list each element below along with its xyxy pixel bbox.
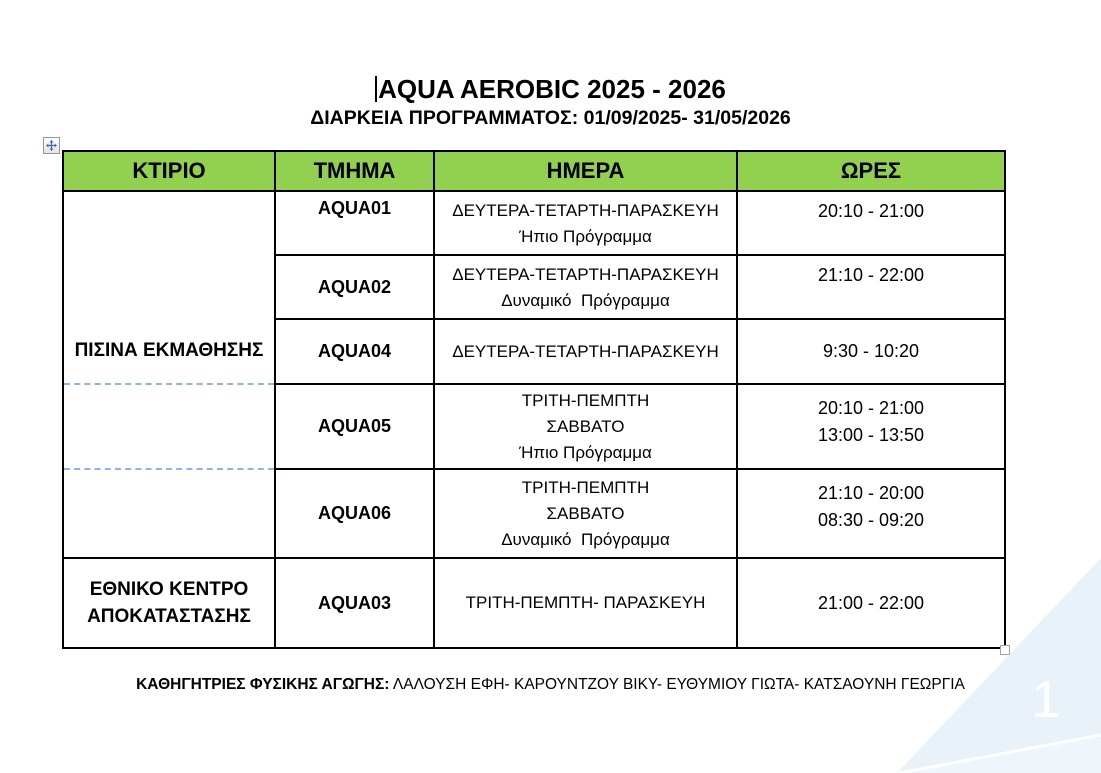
building-pool-label[interactable]: ΠΙΣΙΝΑ ΕΚΜΑΘΗΣΗΣ (74, 340, 264, 361)
day-line: ΔΕΥΤΕΡΑ-ΤΕΤΑΡΤΗ-ΠΑΡΑΣΚΕΥΗ (452, 341, 719, 361)
table-row (63, 558, 1005, 648)
hour-line: 21:10 - 22:00 (817, 265, 925, 285)
schedule-table (62, 150, 1006, 649)
building-cell-center[interactable] (63, 558, 275, 648)
header-tmima[interactable]: ΤΜΗΜΑ (275, 151, 434, 191)
day-line: Ήπιο Πρόγραμμα (519, 227, 652, 246)
tmima-cell[interactable]: AQUA04 (275, 319, 434, 384)
days-cell[interactable] (434, 255, 737, 319)
day-line: ΣΑΒΒΑΤΟ (546, 416, 625, 436)
day-line: ΣΑΒΒΑΤΟ (546, 503, 625, 523)
hours-cell[interactable] (737, 469, 1005, 558)
document-subtitle[interactable]: ΔΙΑΡΚΕΙΑ ΠΡΟΓΡΑΜΜΑΤΟΣ: 01/09/2025- 31/05/2026 (310, 107, 791, 129)
day-line: ΤΡΙΤΗ-ΠΕΜΠΤΗ (521, 477, 650, 497)
hours-cell[interactable] (737, 255, 1005, 319)
building-center-line: ΕΘΝΙΚΟ ΚΕΝΤΡΟ (89, 579, 249, 600)
document-title-text[interactable]: AQUA AEROBIC 2025 - 2026 (378, 74, 726, 104)
move-arrows-icon (46, 140, 57, 151)
day-line: ΔΕΥΤΕΡΑ-ΤΕΤΑΡΤΗ-ΠΑΡΑΣΚΕΥΗ (452, 201, 719, 220)
instructors-line[interactable] (0, 676, 1101, 694)
building-center-line: ΑΠΟΚΑΤΑΣΤΑΣΗΣ (87, 606, 251, 627)
text-cursor (375, 76, 377, 102)
day-line: ΔΕΥΤΕΡΑ-ΤΕΤΑΡΤΗ-ΠΑΡΑΣΚΕΥΗ (452, 265, 719, 284)
hours-cell[interactable] (737, 319, 1005, 384)
hours-cell[interactable] (737, 558, 1005, 648)
hour-line: 13:00 - 13:50 (817, 425, 925, 445)
header-imera[interactable]: ΗΜΕΡΑ (434, 151, 737, 191)
tmima-cell[interactable]: AQUA06 (275, 469, 434, 558)
header-ores[interactable]: ΩΡΕΣ (737, 151, 1005, 191)
table-resize-handle[interactable] (1000, 645, 1010, 655)
hour-line: 9:30 - 10:20 (822, 341, 920, 361)
day-line: Δυναμικό Πρόγραμμα (501, 529, 670, 549)
days-cell[interactable] (434, 469, 737, 558)
days-cell[interactable] (434, 558, 737, 648)
days-cell[interactable] (434, 191, 737, 255)
days-cell[interactable] (434, 319, 737, 384)
instructors-names: ΛΑΛΟΥΣΗ ΕΦΗ- ΚΑΡΟΥΝΤΖΟΥ ΒΙΚΥ- ΕΥΘΥΜΙΟΥ ΓΙΩΤΑ- ΚΑΤΣΑΟΥΝΗ ΓΕΩΡΓΙΑ (389, 676, 965, 693)
hours-cell[interactable] (737, 384, 1005, 469)
header-ktirio[interactable]: ΚΤΙΡΙΟ (63, 151, 275, 191)
table-move-handle[interactable] (43, 137, 60, 154)
day-line: Ήπιο Πρόγραμμα (519, 442, 652, 462)
day-line: Δυναμικό Πρόγραμμα (501, 291, 670, 310)
tmima-cell[interactable]: AQUA02 (275, 255, 434, 319)
hour-line: 21:10 - 20:00 (817, 483, 925, 503)
days-cell[interactable] (434, 384, 737, 469)
building-cell-pool[interactable] (63, 191, 275, 558)
day-line: ΤΡΙΤΗ-ΠΕΜΠΤΗ (521, 390, 650, 410)
merged-cell-gridline (64, 468, 274, 470)
hour-line: 20:10 - 21:00 (817, 398, 925, 418)
tmima-cell[interactable]: AQUA01 (275, 191, 434, 255)
hour-line: 08:30 - 09:20 (817, 510, 925, 530)
table-header-row (63, 151, 1005, 191)
instructors-label: ΚΑΘΗΓΗΤΡΙΕΣ ΦΥΣΙΚΗΣ ΑΓΩΓΗΣ: (136, 676, 390, 693)
page-number: 1 (1031, 671, 1061, 729)
hour-line: 20:10 - 21:00 (817, 201, 925, 221)
merged-cell-gridline (64, 383, 274, 385)
hour-line: 21:00 - 22:00 (817, 592, 925, 613)
tmima-cell[interactable]: AQUA05 (275, 384, 434, 469)
day-line: ΤΡΙΤΗ-ΠΕΜΠΤΗ- ΠΑΡΑΣΚΕΥΗ (465, 593, 706, 612)
hours-cell[interactable] (737, 191, 1005, 255)
table-row (63, 191, 1005, 255)
tmima-cell[interactable]: AQUA03 (275, 558, 434, 648)
document-title[interactable] (0, 74, 1101, 105)
